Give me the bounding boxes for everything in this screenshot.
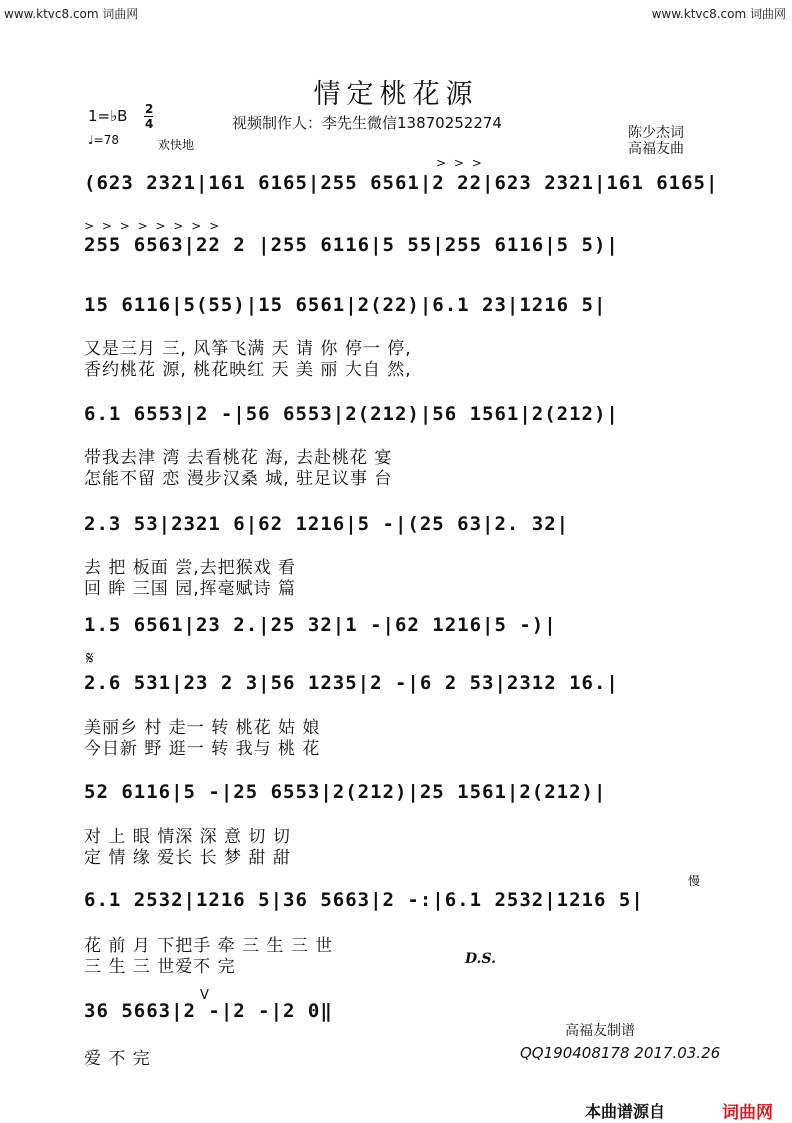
watermark-right: www.ktvc8.com 词曲网: [651, 7, 786, 21]
time-signature-line: [144, 116, 153, 117]
brand-logo-text: 词曲网: [722, 1103, 773, 1123]
lyrics-row-5-verse-1: 去 把 板面 尝,去把猴戏 看: [84, 558, 297, 578]
music-row-8: 52 6116|5 -|25 6553|2(212)|25 1561|2(212)|: [84, 781, 607, 803]
lyrics-row-9-verse-1: 花 前 月 下把手 牵 三 生 三 世: [84, 936, 334, 956]
time-signature-bottom: 4: [145, 117, 154, 131]
source-label: 本曲谱源自: [585, 1102, 666, 1121]
lyrics-row-3-verse-1: 又是三月 三, 风筝飞满 天 请 你 停一 停,: [84, 339, 412, 359]
composer-credit: 高福友曲: [628, 141, 684, 157]
lyrics-row-8-verse-1: 对 上 眼 情深 深 意 切 切: [84, 827, 291, 847]
accent-marks-row-1: > > >: [436, 156, 484, 170]
accent-marks-row-2: > > > > > > > >: [84, 219, 222, 233]
music-row-2: 255 6563|22 2 |255 6116|5 55|255 6116|5 5)|: [84, 234, 619, 256]
lyrics-row-4-verse-1: 带我去津 湾 去看桃花 海, 去赴桃花 宴: [84, 448, 393, 468]
lyrics-row-7-verse-2: 今日新 野 逛一 转 我与 桃 花: [84, 739, 321, 759]
date-stamp: QQ190408178 2017.03.26: [520, 1044, 721, 1062]
lyrics-row-9-verse-2: 三 生 三 世爱不 完: [84, 957, 236, 977]
music-row-1: (623 2321|161 6165|255 6561|2 22|623 2321|161 6165|: [84, 172, 719, 194]
time-signature-top: 2: [145, 102, 154, 116]
breath-mark: V: [200, 988, 209, 1003]
segno-sign: 𝄋: [86, 648, 94, 669]
slow-mark: 慢: [688, 874, 701, 888]
lyricist-credit: 陈少杰词: [628, 125, 684, 141]
key-signature: 1=♭B: [88, 107, 128, 125]
music-row-4: 6.1 6553|2 -|56 6553|2(212)|56 1561|2(212)|: [84, 403, 619, 425]
lyrics-row-7-verse-1: 美丽乡 村 走一 转 桃花 姑 娘: [84, 718, 321, 738]
music-row-6: 1.5 6561|23 2.|25 32|1 -|62 1216|5 -)|: [84, 614, 557, 636]
lyrics-row-5-verse-2: 回 眸 三国 园,挥毫赋诗 篇: [84, 579, 297, 599]
music-row-9: 6.1 2532|1216 5|36 5663|2 -:|6.1 2532|1216 5|: [84, 889, 644, 911]
lyrics-row-4-verse-2: 怎能不留 恋 漫步汉桑 城, 驻足议事 台: [84, 469, 393, 489]
lyrics-row-3-verse-2: 香约桃花 源, 桃花映红 天 美 丽 大自 然,: [84, 360, 412, 380]
music-row-3: 15 6116|5(55)|15 6561|2(22)|6.1 23|1216 5|: [84, 294, 607, 316]
song-title: 情定桃花源: [313, 79, 479, 110]
arranger-credit: 高福友制谱: [565, 1023, 635, 1039]
music-row-5: 2.3 53|2321 6|62 1216|5 -|(25 63|2. 32|: [84, 513, 570, 535]
music-row-10: 36 5663|2 -|2 -|2 0‖: [84, 1000, 333, 1022]
lyrics-row-10-verse-1: 爱 不 完: [84, 1049, 151, 1069]
producer-credit: 视频制作人：李先生微信13870252274: [232, 114, 502, 132]
tempo-mark: ♩=78: [88, 133, 119, 147]
mood-mark: 欢快地: [158, 138, 195, 152]
music-row-7: 2.6 531|23 2 3|56 1235|2 -|6 2 53|2312 16.|: [84, 672, 619, 694]
watermark-left: www.ktvc8.com 词曲网: [4, 7, 139, 21]
dal-segno-mark: D.S.: [465, 951, 497, 967]
lyrics-row-8-verse-2: 定 情 缘 爱长 长 梦 甜 甜: [84, 848, 291, 868]
